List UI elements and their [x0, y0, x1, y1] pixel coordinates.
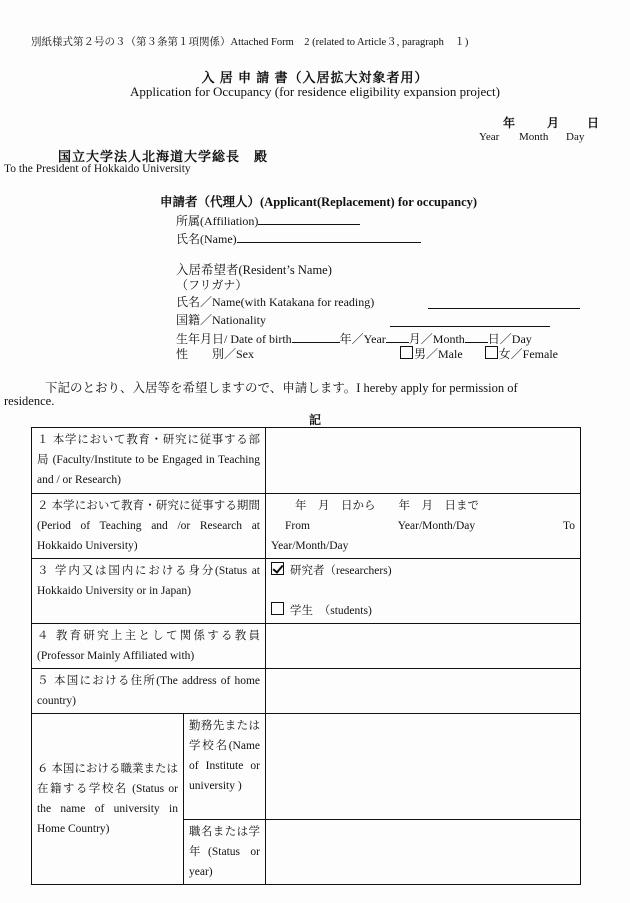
period-en — [271, 516, 575, 536]
application-table — [31, 427, 581, 885]
period-from: From — [285, 520, 310, 532]
dob-month-field[interactable] — [386, 329, 409, 343]
sex-label: 性 別／Sex — [176, 347, 255, 361]
title-english: Application for Occupancy (for residence eligibility expansion project) — [129, 84, 500, 99]
applicant-affiliation-row — [176, 211, 360, 230]
declaration-line2: residence. — [4, 394, 55, 408]
status-option-researchers[interactable] — [271, 561, 575, 581]
row4-label: ４ 教育研究上主として関係する教員(Professor Mainly Affiliated with) — [32, 624, 266, 669]
row2-value[interactable] — [266, 494, 581, 559]
row-department — [32, 428, 581, 494]
date-year-ja: 年 — [503, 116, 516, 130]
row6a-label: 勤務先または学校名(Name of Institute or university ) — [184, 714, 266, 820]
resident-heading: 入居希望者(Resident’s Name) — [176, 263, 332, 277]
unchecked-checkbox-icon[interactable] — [271, 602, 284, 615]
row6b-label: 職名または学年(Status or year) — [184, 820, 266, 885]
declaration-line1: 下記のとおり、入居等を希望しますので、申請します。I hereby apply for permission of — [45, 381, 518, 395]
female-label: 女／Female — [498, 347, 558, 361]
row-period — [32, 494, 581, 559]
applicant-name-row — [176, 229, 421, 248]
date-year-en: Year — [479, 131, 500, 143]
row5-label: ５ 本国における住所(The address of home country) — [32, 669, 266, 714]
sex-options — [400, 345, 558, 363]
row2-label: ２ 本学において教育・研究に従事する期間(Period of Teaching and /or Research at Hokkaido University) — [32, 494, 266, 559]
resident-name-label: 氏名／Name(with Katakana for reading) — [176, 295, 375, 309]
row3-label: ３ 学内又は国内における身分(Status at Hokkaido University or in Japan) — [32, 559, 266, 624]
row5-value[interactable] — [266, 669, 581, 714]
row3-value — [266, 559, 581, 624]
applicant-name-field[interactable] — [237, 229, 421, 243]
status-students-label: 学生 （students) — [290, 605, 372, 617]
applicant-name-label: 氏名(Name) — [176, 232, 237, 246]
row1-value[interactable] — [266, 428, 581, 494]
checked-checkbox-icon[interactable] — [271, 562, 284, 575]
date-month-en: Month — [519, 131, 549, 143]
nationality-label: 国籍／Nationality — [176, 313, 266, 327]
row6-label: ６ 本国における職業または在籍する学校名 (Status or the name of university in Home Country) — [32, 714, 184, 885]
affiliation-field[interactable] — [258, 211, 360, 225]
title-japanese: 入 居 申 請 書（入居拡大対象者用） — [201, 70, 429, 85]
row-status — [32, 559, 581, 624]
male-label: 男／Male — [414, 347, 463, 361]
row6a-value[interactable] — [266, 714, 581, 820]
dob-day-field[interactable] — [465, 329, 488, 343]
addressee-english: To the President of Hokkaido University — [4, 163, 191, 175]
date-day-ja: 日 — [587, 116, 600, 130]
row-home-institute — [32, 714, 581, 820]
row1-label: １ 本学において教育・研究に従事する部 局 (Faculty/Institute to be Engaged in Teaching and / or Research) — [32, 428, 266, 494]
dob-label: 生年月日/ Date of birth — [176, 332, 292, 346]
affiliation-label: 所属(Affiliation) — [176, 214, 259, 228]
resident-name-field[interactable] — [428, 295, 580, 309]
period-ymd2: Year/Month/Day — [271, 540, 349, 552]
addressee-japanese: 国立大学法人北海道大学総長 殿 — [58, 149, 269, 164]
male-checkbox[interactable] — [400, 346, 413, 359]
ki-heading: 記 — [308, 413, 321, 427]
row-home-address — [32, 669, 581, 714]
furigana-label: （フリガナ） — [176, 278, 248, 292]
date-day-en: Day — [566, 131, 585, 143]
period-to: To — [563, 520, 575, 532]
dob-month-label: 月／Month — [408, 332, 465, 346]
period-ymd: Year/Month/Day — [397, 520, 476, 532]
dob-year-field[interactable] — [292, 329, 340, 343]
applicant-heading: 申請者（代理人）(Applicant(Replacement) for occupancy) — [160, 195, 478, 209]
nationality-field[interactable] — [390, 313, 550, 327]
row-professor — [32, 624, 581, 669]
row6b-value[interactable] — [266, 820, 581, 885]
dob-day-label: 日／Day — [487, 332, 532, 346]
dob-year-label: 年／Year — [339, 332, 386, 346]
form-reference: 別紙様式第２号の３（第３条第１項関係）Attached Form 2 (related to Article３, paragraph １) — [31, 37, 469, 48]
status-option-students[interactable] — [271, 601, 575, 621]
date-month-ja: 月 — [547, 116, 560, 130]
period-ja: 年 月 日から 年 月 日まで — [295, 500, 479, 512]
female-checkbox[interactable] — [485, 346, 498, 359]
status-researchers-label: 研究者（researchers) — [290, 565, 392, 577]
row4-value[interactable] — [266, 624, 581, 669]
